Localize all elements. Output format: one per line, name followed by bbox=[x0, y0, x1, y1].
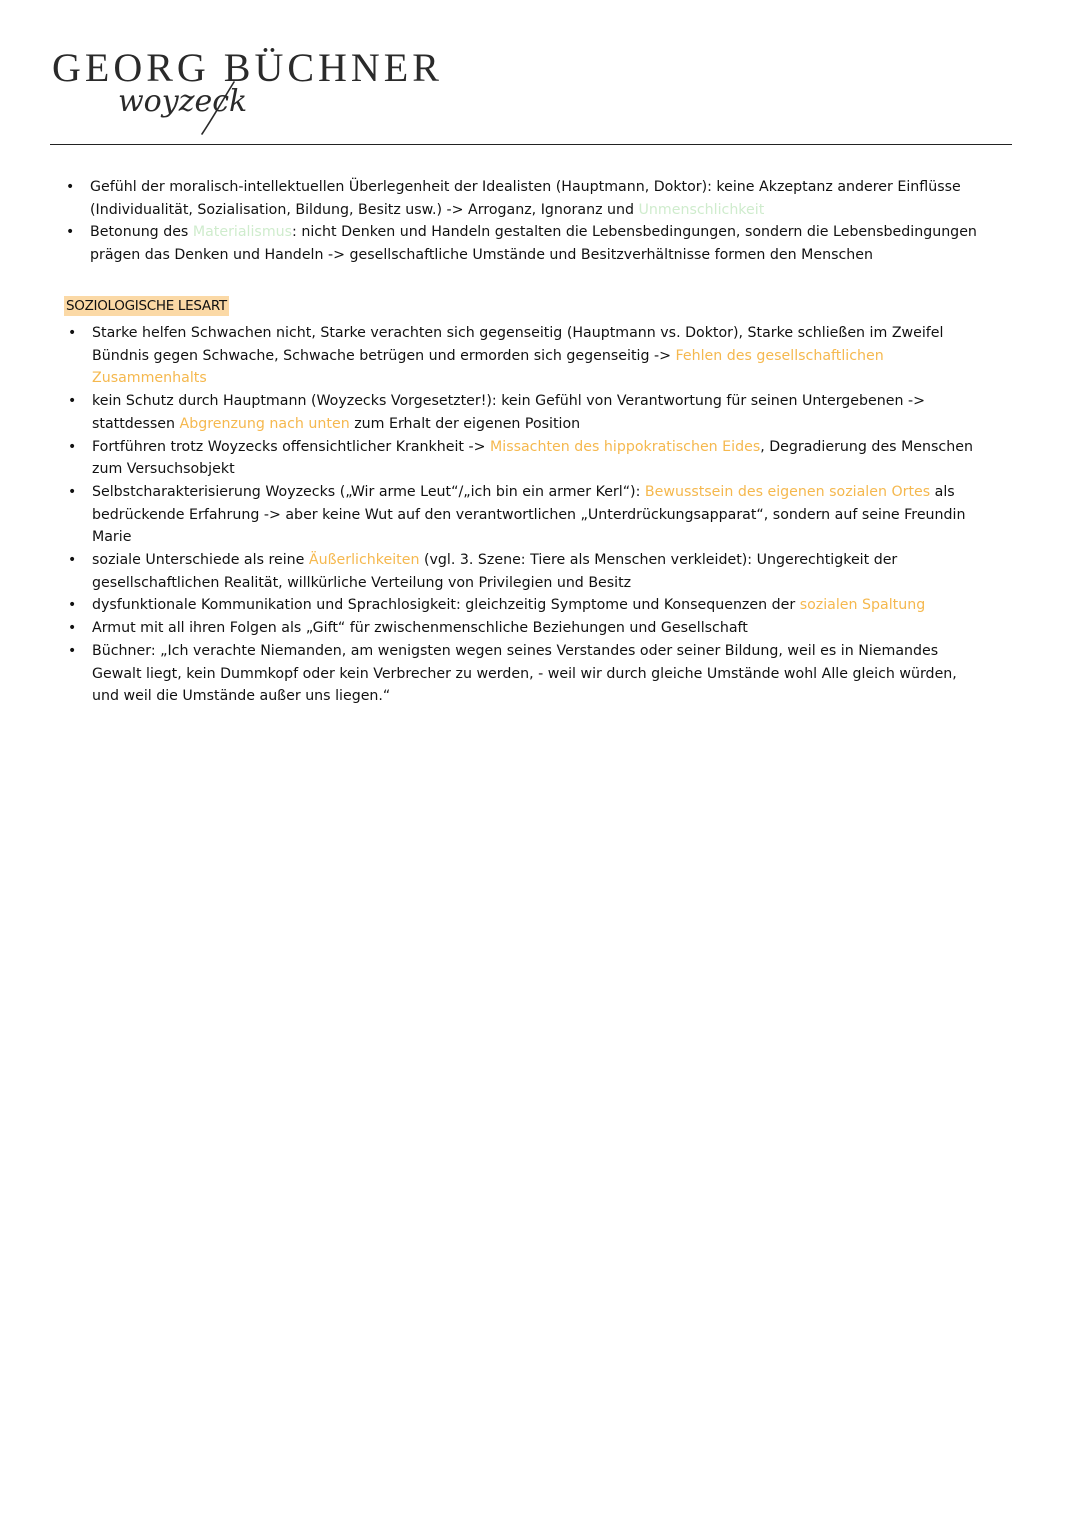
bullet-text: Selbstcharakterisierung Woyzecks („Wir arme Leut“/„ich bin ein armer Kerl“): bbox=[92, 483, 645, 500]
soziologische-lesart-bullet-list bbox=[68, 322, 988, 708]
highlighted-term: sozialen Spaltung bbox=[799, 597, 926, 614]
highlighted-term: Unmenschlichkeit bbox=[638, 201, 765, 218]
bullet-item bbox=[68, 481, 988, 549]
highlighted-term: Abgrenzung nach unten bbox=[179, 415, 350, 432]
handwritten-flourish-icon bbox=[180, 78, 240, 138]
header-divider bbox=[50, 144, 1012, 145]
bullet-item bbox=[68, 617, 988, 640]
highlighted-term: Fehlen des gesellschaftlichen Zusammenhalts bbox=[92, 347, 884, 387]
bullet-item bbox=[66, 221, 986, 266]
bullet-item bbox=[68, 640, 988, 708]
document-subtitle: woyzeck bbox=[118, 84, 248, 119]
highlighted-term: Äußerlichkeiten bbox=[308, 552, 420, 569]
highlighted-term: Missachten des hippokratischen Eides bbox=[490, 438, 761, 455]
highlighted-term: Bewusstsein des eigenen sozialen Ortes bbox=[644, 483, 931, 500]
document-title: GEORG BÜCHNER bbox=[52, 45, 443, 90]
bullet-text: Fortführen trotz Woyzecks offensichtlicher Krankheit -> bbox=[92, 438, 491, 455]
bullet-text: Betonung des bbox=[90, 224, 193, 241]
bullet-text: soziale Unterschiede als reine bbox=[92, 552, 309, 569]
bullet-text: : nicht Denken und Handeln gestalten die Lebensbedingungen, sondern die Lebensbedingungen prägen das Denken und Handeln -> gesellschaftliche Umstände und Besitzverhältnisse formen den Menschen bbox=[90, 224, 977, 264]
bullet-item bbox=[68, 594, 988, 617]
bullet-text: als bedrückende Erfahrung -> aber keine Wut auf den verantwortlichen „Unterdrückungsapparat“, sondern auf seine Freundin Marie bbox=[92, 483, 966, 546]
bullet-text: kein Schutz durch Hauptmann (Woyzecks Vorgesetzter!): kein Gefühl von Verantwortung für seinen Untergebenen -> stattdessen bbox=[92, 393, 925, 432]
bullet-item bbox=[68, 390, 988, 435]
bullet-item bbox=[68, 549, 988, 594]
bullet-text: Gefühl der moralisch-intellektuellen Überlegenheit der Idealisten (Hauptmann, Doktor): keine Akzeptanz anderer Einflüsse (Individualität, Sozialisation, Bildung, Besitz usw.) -> Arroganz, Ignoranz und bbox=[90, 179, 961, 218]
bullet-text: Büchner: „Ich verachte Niemanden, am wenigsten wegen seines Verstandes oder seiner Bildung, weil es in Niemandes Gewalt liegt, kein Dummkopf oder kein Verbrecher zu werden, - weil wir durch gleiche Umstände wohl Alle gleich würden, und weil die Umstände außer uns liegen.“ bbox=[92, 642, 957, 705]
bullet-item bbox=[68, 436, 988, 481]
bullet-text: Armut mit all ihren Folgen als „Gift“ für zwischenmenschliche Beziehungen und Gesellschaft bbox=[92, 620, 748, 637]
bullet-item bbox=[66, 176, 986, 221]
bullet-text: zum Erhalt der eigenen Position bbox=[349, 415, 581, 432]
bullet-text: (vgl. 3. Szene: Tiere als Menschen verkleidet): Ungerechtigkeit der gesellschaftlichen Realität, willkürliche Verteilung von Privilegien und Besitz bbox=[92, 552, 898, 591]
intro-bullet-list bbox=[66, 176, 986, 267]
section-heading-soziologische-lesart: SOZIOLOGISCHE LESART bbox=[66, 298, 227, 314]
bullet-text: , Degradierung des Menschen zum Versuchsobjekt bbox=[92, 438, 973, 478]
bullet-text: dysfunktionale Kommunikation und Sprachlosigkeit: gleichzeitig Symptome und Konsequenzen der bbox=[92, 597, 800, 614]
highlighted-term: Materialismus bbox=[192, 224, 293, 241]
bullet-text: Starke helfen Schwachen nicht, Starke verachten sich gegenseitig (Hauptmann vs. Doktor), Starke schließen im Zweifel Bündnis gegen Schwache, Schwache betrügen und ermorden sich gegenseitig -> bbox=[92, 325, 944, 364]
bullet-item bbox=[68, 322, 988, 390]
